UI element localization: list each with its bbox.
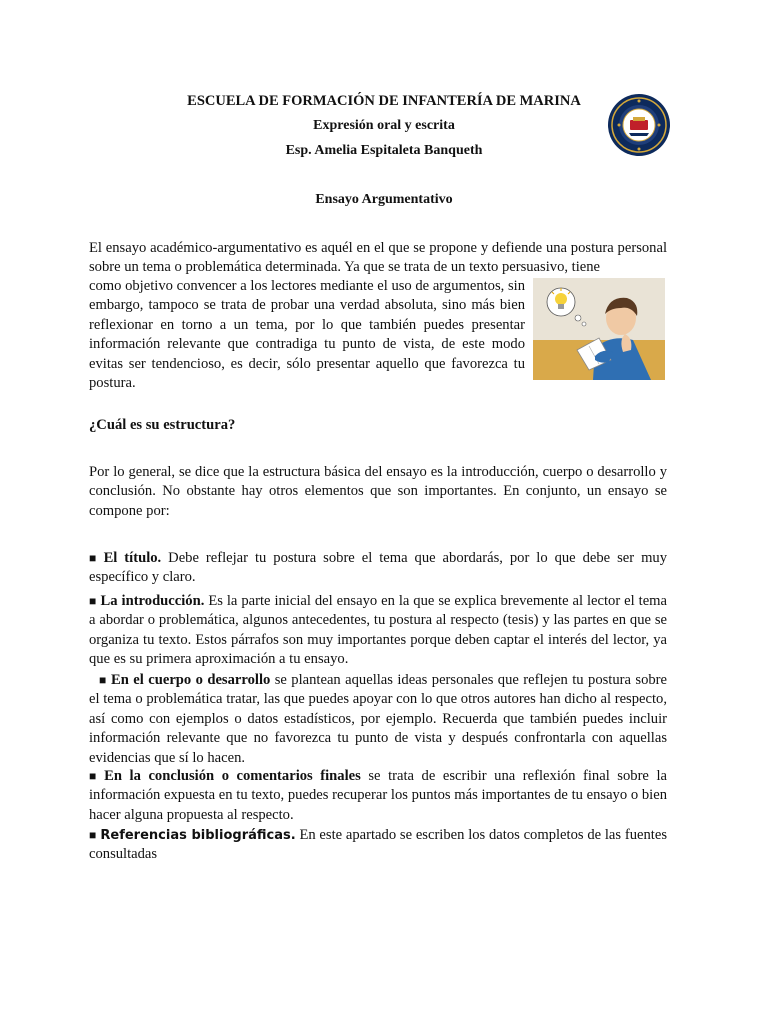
teacher-name: Esp. Amelia Espitaleta Banqueth <box>285 143 483 158</box>
intro-paragraph-lead: El ensayo académico-argumentativo es aquél en el que se propone y defiende una postura personal sobre un tema o problemática determinada. Ya que se trata de un texto persuasivo, tiene <box>89 240 667 276</box>
bullet-square-icon: ■ <box>89 551 100 565</box>
list-item-term: El título. <box>103 550 162 566</box>
school-title: ESCUELA DE FORMACIÓN DE INFANTERÍA DE MARINA <box>187 93 581 109</box>
course-title: Expresión oral y escrita <box>313 118 455 133</box>
list-item-term: En la conclusión o comentarios finales <box>104 768 361 784</box>
list-item-term: Referencias bibliográficas. <box>100 828 296 843</box>
intro-paragraph-wrapped: como objetivo convencer a los lectores mediante el uso de argumentos, sin embargo, tampoco se trata de probar una verdad absoluta, sino más bien reflexionar en torno a un tema, por lo que también puedes presentar información relevante que contradiga tu punto de vista, de este modo evitas ser tendencioso, es decir, sólo presentar aquello que favorezca tu postura. <box>89 278 525 392</box>
list-item-title <box>89 549 667 588</box>
bullet-square-icon: ■ <box>89 769 101 783</box>
essay-title: Ensayo Argumentativo <box>315 192 453 207</box>
list-item-text: se plantean aquellas ideas personales que reflejen tu postura sobre el tema o problemática tratar, las que puedes apoyar con lo que otros autores han dicho al respecto, así como con ejemplos o datos estadísticos, por ejemplo. Recuerda que también puedes incluir información relevante que no favorezca tu punto de vista y después confrontarla con aquellas evidencias que sí lo hacen. <box>89 672 668 766</box>
list-item-references <box>89 826 667 865</box>
list-item-conclusion <box>89 767 667 825</box>
marine-infantry-seal-icon <box>607 93 671 157</box>
list-item-text: se trata de escribir una reflexión final sobre la información expuesta en tu texto, puedes recuperar los puntos más importantes de tu ensayo o bien hacer alguna propuesta al respecto. <box>89 768 667 823</box>
bullet-square-icon: ■ <box>99 673 108 687</box>
list-item-term: En el cuerpo o desarrollo <box>111 672 271 688</box>
list-item-text: Es la parte inicial del ensayo en la que se explica brevemente al lector el tema a abordar o problemática, algunos antecedentes, tu postura al respecto (tesis) y las partes en que se organiza tu texto. Estos párrafos son muy importantes porque deben captar el interés del lector, ya que es su primera aproximación a tu ensayo. <box>89 593 667 668</box>
list-item-body <box>89 671 667 768</box>
list-item-introduction <box>89 592 667 670</box>
structure-question: ¿Cuál es su estructura? <box>89 417 236 433</box>
bullet-square-icon: ■ <box>89 594 97 608</box>
thinking-student-lightbulb-icon <box>533 278 665 380</box>
list-item-term: La introducción. <box>100 593 205 609</box>
list-item-text: Debe reflejar tu postura sobre el tema que abordarás, por lo que debe ser muy específico y claro. <box>89 550 668 586</box>
list-item-text: En este apartado se escriben los datos completos de las fuentes consultadas <box>89 827 668 863</box>
bullet-square-icon: ■ <box>89 828 97 842</box>
structure-paragraph: Por lo general, se dice que la estructura básica del ensayo es la introducción, cuerpo o desarrollo y conclusión. No obstante hay otros elementos que son importantes. En conjunto, un ensayo se compone por: <box>89 464 667 519</box>
